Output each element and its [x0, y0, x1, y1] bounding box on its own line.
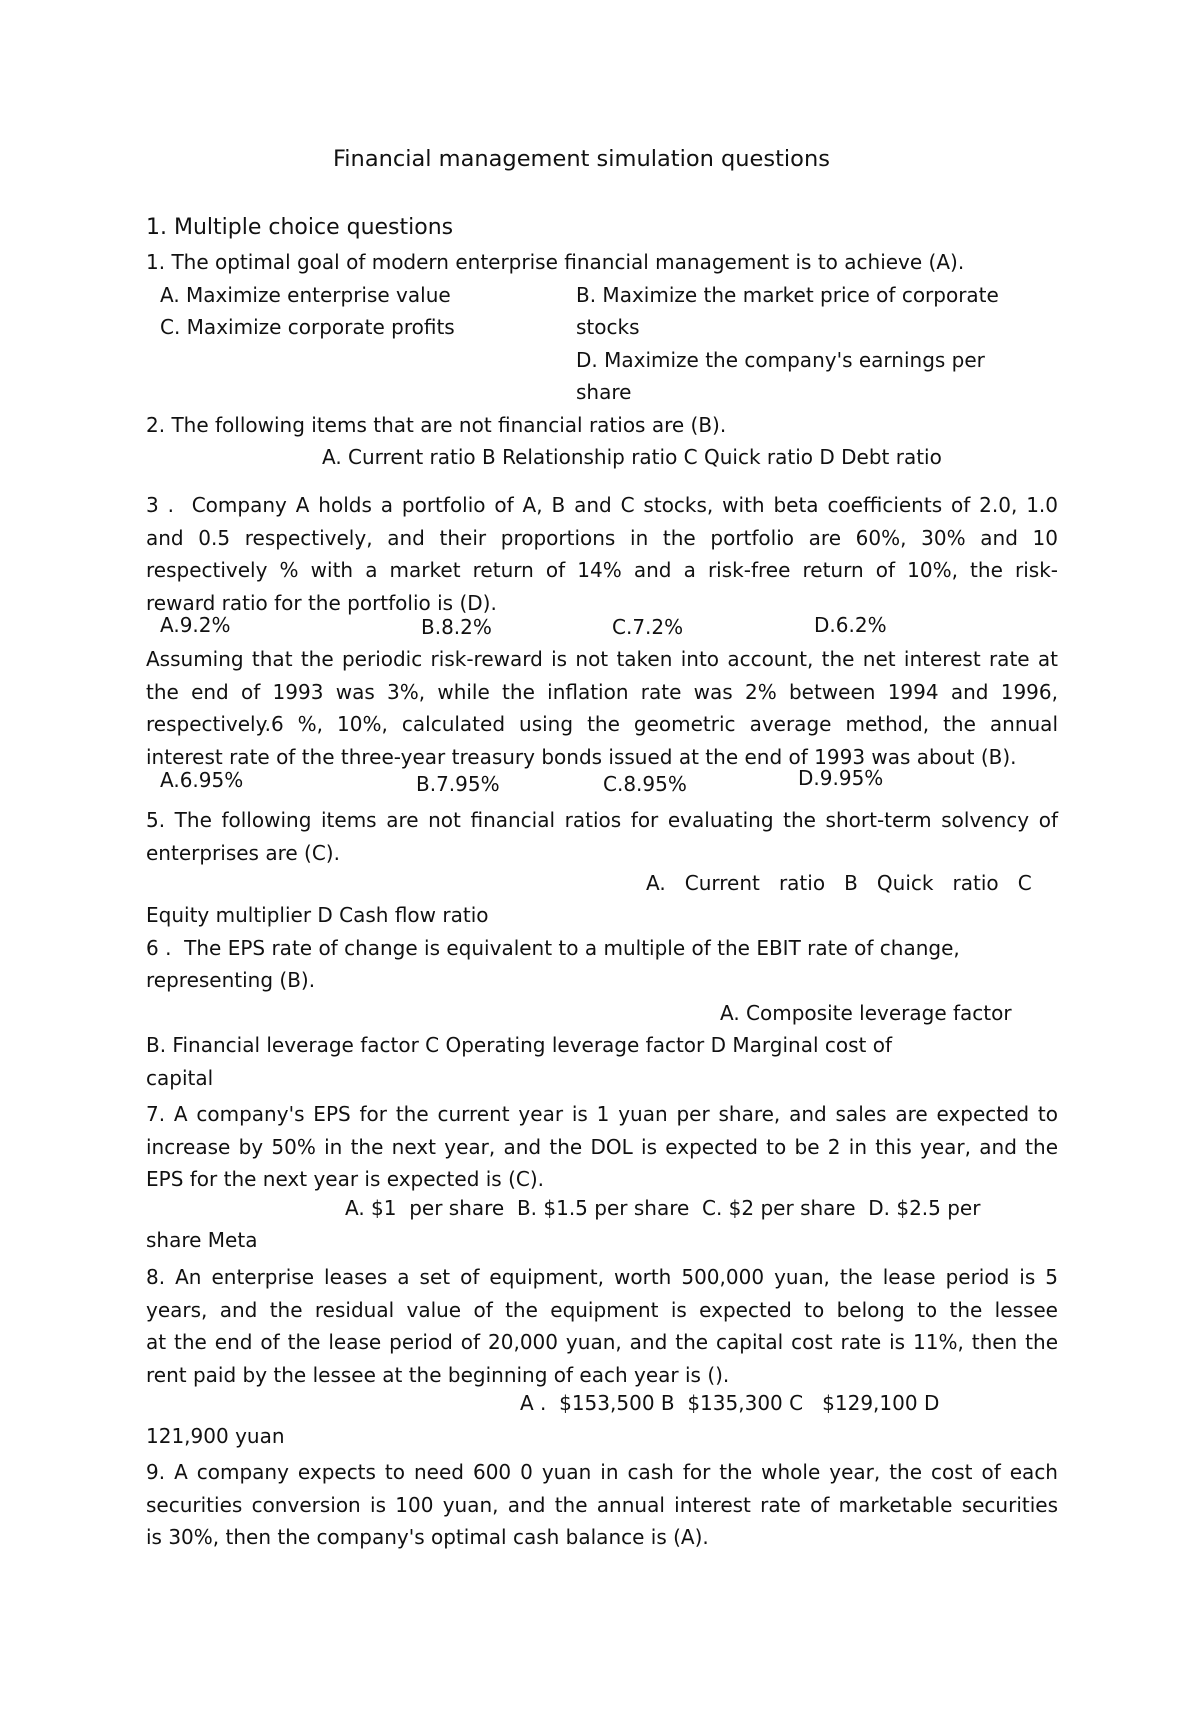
- question-7-options-cont: share Meta: [146, 1228, 258, 1252]
- question-8-line: years, and the residual value of the equipment is expected to belong to the lessee: [146, 1297, 1058, 1322]
- question-1-option-a: A. Maximize enterprise value: [160, 283, 451, 307]
- question-5-options: A. Current ratio B Quick ratio C: [646, 871, 1032, 895]
- question-1-option-b-cont: stocks: [576, 315, 640, 339]
- question-8-options: A . $153,500 B $135,300 C $129,100 D: [520, 1391, 940, 1415]
- question-5-stem: [146, 804, 1058, 869]
- question-1-option-b: B. Maximize the market price of corporate: [576, 283, 999, 307]
- question-6-options-cont: B. Financial leverage factor C Operating leverage factor D Marginal cost of: [146, 1033, 892, 1057]
- section-heading: 1. Multiple choice questions: [146, 215, 454, 240]
- question-8-line: 8. An enterprise leases a set of equipment, worth 500,000 yuan, the lease period is 5: [146, 1265, 1058, 1289]
- question-7-stem: [146, 1098, 1058, 1196]
- question-5-line: 5. The following items are not financial ratios for evaluating the short-term solvency of: [146, 808, 1058, 832]
- question-3-line: respectively % with a market return of 14% and a risk-free return of 10%, the risk-: [146, 558, 1058, 582]
- document-title: Financial management simulation questions: [333, 146, 830, 172]
- question-4-line: the end of 1993 was 3%, while the inflation rate was 2% between 1994 and 1996,: [146, 679, 1058, 704]
- question-4-option-c: C.8.95%: [603, 772, 687, 796]
- question-3-stem: [146, 489, 1058, 619]
- question-8-line: at the end of the lease period of 20,000 yuan, and the capital cost rate is 11%, then the: [146, 1330, 1058, 1354]
- question-8-line: rent paid by the lessee at the beginning of each year is ().: [146, 1362, 730, 1387]
- question-3-line: 3 . Company A holds a portfolio of A, B and C stocks, with beta coefficients of 2.0, 1.0: [146, 493, 1058, 517]
- question-4-line: interest rate of the three-year treasury bonds issued at the end of 1993 was about (B).: [146, 744, 1017, 769]
- question-3-option-b: B.8.2%: [421, 615, 492, 639]
- question-7-line: 7. A company's EPS for the current year is 1 yuan per share, and sales are expected to: [146, 1102, 1058, 1126]
- question-5-line: enterprises are (C).: [146, 840, 340, 865]
- question-9-stem: [146, 1456, 1058, 1554]
- question-1-stem: 1. The optimal goal of modern enterprise financial management is to achieve (A).: [146, 250, 965, 274]
- question-6-stem-cont: representing (B).: [146, 968, 316, 992]
- question-3-option-a: A.9.2%: [160, 613, 231, 637]
- question-4-option-b: B.7.95%: [416, 772, 500, 796]
- question-9-line: is 30%, then the company's optimal cash balance is (A).: [146, 1525, 709, 1549]
- question-1-option-c: C. Maximize corporate profits: [160, 315, 455, 339]
- question-5-options-cont: Equity multiplier D Cash flow ratio: [146, 903, 489, 927]
- question-4-line: respectively.6 %, 10%, calculated using the geometric average method, the annual: [146, 712, 1058, 736]
- question-4-stem: [146, 643, 1058, 773]
- question-4-option-d: D.9.95%: [798, 766, 884, 790]
- question-4-option-a: A.6.95%: [160, 768, 244, 792]
- question-2-options: A. Current ratio B Relationship ratio C Quick ratio D Debt ratio: [322, 445, 942, 469]
- question-3-option-c: C.7.2%: [612, 615, 684, 639]
- question-3-line: reward ratio for the portfolio is (D).: [146, 590, 497, 615]
- question-7-line: increase by 50% in the next year, and the DOL is expected to be 2 in this year, and the: [146, 1134, 1058, 1159]
- question-6-stem: 6 . The EPS rate of change is equivalent to a multiple of the EBIT rate of change,: [146, 936, 960, 960]
- question-9-line: 9. A company expects to need 600 0 yuan in cash for the whole year, the cost of each: [146, 1460, 1058, 1484]
- question-8-options-cont: 121,900 yuan: [146, 1424, 285, 1448]
- question-9-line: securities conversion is 100 yuan, and the annual interest rate of marketable securities: [146, 1492, 1058, 1517]
- question-4-line: Assuming that the periodic risk-reward is not taken into account, the net interest rate at: [146, 647, 1058, 671]
- question-3-option-d: D.6.2%: [814, 613, 887, 637]
- question-6-options: A. Composite leverage factor: [720, 1001, 1012, 1025]
- question-7-line: EPS for the next year is expected is (C).: [146, 1167, 545, 1191]
- question-1-option-d-cont: share: [576, 380, 632, 404]
- question-7-options: A. $1 per share B. $1.5 per share C. $2 per share D. $2.5 per: [345, 1196, 981, 1220]
- question-2-stem: 2. The following items that are not financial ratios are (B).: [146, 413, 727, 437]
- question-6-options-cont: capital: [146, 1066, 214, 1090]
- question-8-stem: [146, 1261, 1058, 1391]
- question-1-option-d: D. Maximize the company's earnings per: [576, 348, 985, 372]
- question-3-line: and 0.5 respectively, and their proportions in the portfolio are 60%, 30% and 10: [146, 525, 1058, 550]
